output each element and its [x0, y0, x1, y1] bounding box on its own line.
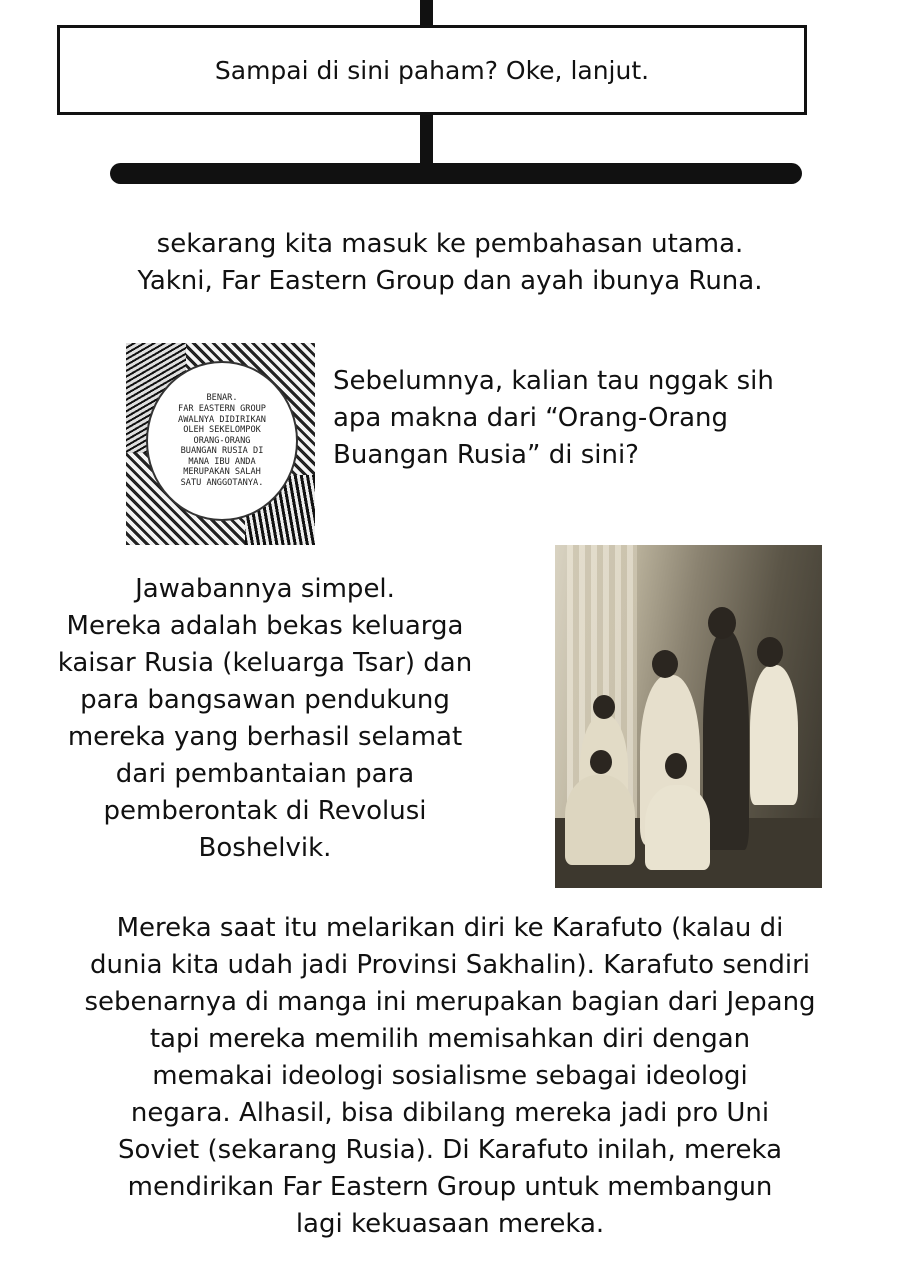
connector-middle: [420, 115, 433, 165]
answer-text: Jawabannya simpel. Mereka adalah bekas keluarga kaisar Rusia (keluarga Tsar) dan para bangsawan pendukung mereka yang berhasil selamat dari pembantaian para pemberontak di Revolusi Boshelvik.: [57, 574, 473, 863]
family-photo: [555, 545, 822, 888]
photo-figure: [565, 775, 635, 865]
photo-figure: [703, 630, 749, 850]
connector-top: [420, 0, 433, 25]
callout-text: Sampai di sini paham? Oke, lanjut.: [214, 55, 650, 85]
photo-figure: [750, 665, 798, 805]
manga-panel-image: [126, 343, 315, 545]
horizontal-bar: [110, 163, 802, 184]
speech-bubble: BENAR. FAR EASTERN GROUP AWALNYA DIDIRIKAN OLEH SEKELOMPOK ORANG-ORANG BUANGAN RUSIA DI MANA IBU ANDA MERUPAKAN SALAH SATU ANGGOTANYA.: [146, 361, 298, 521]
photo-figure-head: [593, 695, 615, 719]
photo-figure-head: [590, 750, 612, 774]
photo-figure: [645, 785, 710, 870]
closing-text: Mereka saat itu melarikan diri ke Karafuto (kalau di dunia kita udah jadi Provinsi Sakhalin). Karafuto sendiri sebenarnya di manga ini merupakan bagian dari Jepang tapi mereka memilih memisahkan diri dengan memakai ideologi sosialisme sebagai ideologi negara. Alhasil, bisa dibilang mereka jadi pro Uni Soviet (sekarang Rusia). Di Karafuto inilah, mereka mendirikan Far Eastern Group untuk membangun lagi kekuasaan mereka.: [84, 913, 816, 1239]
photo-figure-head: [652, 650, 678, 678]
photo-figure-head: [665, 753, 687, 779]
callout-box: [57, 25, 807, 115]
photo-figure-head: [757, 637, 783, 667]
intro-text: sekarang kita masuk ke pembahasan utama. Yakni, Far Eastern Group dan ayah ibunya Runa.: [137, 229, 763, 296]
photo-figure-head: [708, 607, 736, 639]
question-text: Sebelumnya, kalian tau nggak sih apa makna dari “Orang-Orang Buangan Rusia” di sini?: [333, 366, 774, 470]
